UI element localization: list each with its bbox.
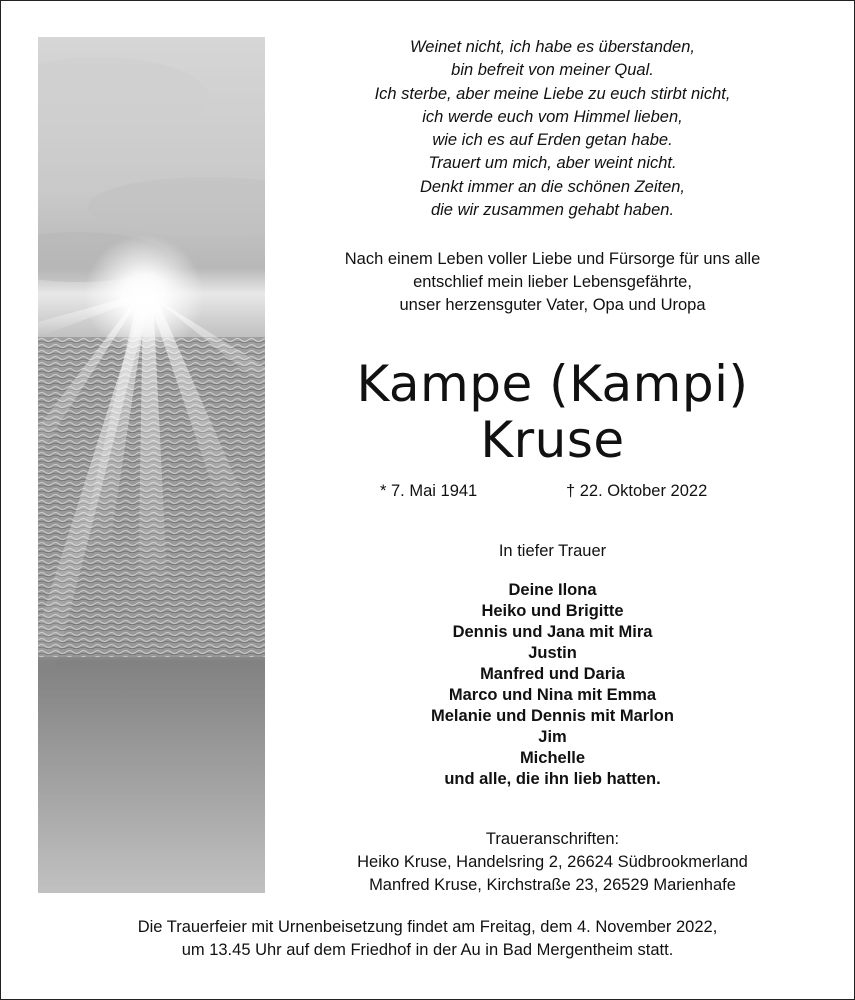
- address-line: Heiko Kruse, Handelsring 2, 26624 Südbrookmerland: [357, 853, 748, 871]
- mourners-list: [300, 580, 805, 790]
- mourner: Manfred und Daria: [480, 665, 625, 683]
- mourner: Jim: [538, 728, 567, 746]
- mourner: Deine Ilona: [508, 581, 597, 599]
- poem-line: Denkt immer an die schönen Zeiten,: [419, 177, 686, 196]
- mourning-heading: In tiefer Trauer: [498, 542, 607, 560]
- poem: [300, 36, 805, 222]
- addresses-heading: Traueranschriften:: [485, 830, 620, 848]
- deceased-name: [300, 356, 805, 468]
- poem-line: wie ich es auf Erden getan habe.: [432, 131, 673, 150]
- poem-line: die wir zusammen gehabt haben.: [430, 201, 675, 220]
- poem-line: bin befreit von meiner Qual.: [451, 61, 654, 80]
- mourner: Michelle: [519, 749, 586, 767]
- birth-date: * 7. Mai 1941: [380, 482, 478, 500]
- mourner: Melanie und Dennis mit Marlon: [431, 707, 674, 725]
- intro-line: entschlief mein lieber Lebensgefährte,: [413, 273, 692, 291]
- intro-line: unser herzensguter Vater, Opa und Uropa: [399, 296, 706, 314]
- poem-line: Weinet nicht, ich habe es überstanden,: [410, 38, 695, 56]
- mourning-addresses: [300, 828, 805, 897]
- funeral-info: [20, 916, 835, 962]
- poem-line: Trauert um mich, aber weint nicht.: [428, 154, 677, 173]
- poem-line: ich werde euch vom Himmel lieben,: [422, 107, 683, 126]
- mourner: Dennis und Jana mit Mira: [452, 623, 653, 641]
- funeral-info-line: Die Trauerfeier mit Urnenbeisetzung findet am Freitag, dem 4. November 2022,: [137, 918, 718, 936]
- funeral-info-line: um 13.45 Uhr auf dem Friedhof in der Au in Bad Mergentheim statt.: [181, 941, 674, 959]
- mourner: Justin: [528, 644, 577, 662]
- intro-text: [300, 248, 805, 317]
- mourner: und alle, die ihn lieb hatten.: [444, 770, 661, 788]
- intro-line: Nach einem Leben voller Liebe und Fürsorge für uns alle: [344, 250, 761, 268]
- name-line-2: Kruse: [480, 411, 625, 469]
- sunset-sea-image: [38, 37, 265, 893]
- name-line-1: Kampe (Kampi): [356, 355, 749, 413]
- address-line: Manfred Kruse, Kirchstraße 23, 26529 Marienhafe: [369, 876, 736, 894]
- death-date: † 22. Oktober 2022: [566, 482, 708, 500]
- mourner: Marco und Nina mit Emma: [448, 686, 657, 704]
- mourner: Heiko und Brigitte: [481, 602, 624, 620]
- poem-line: Ich sterbe, aber meine Liebe zu euch stirbt nicht,: [374, 84, 731, 103]
